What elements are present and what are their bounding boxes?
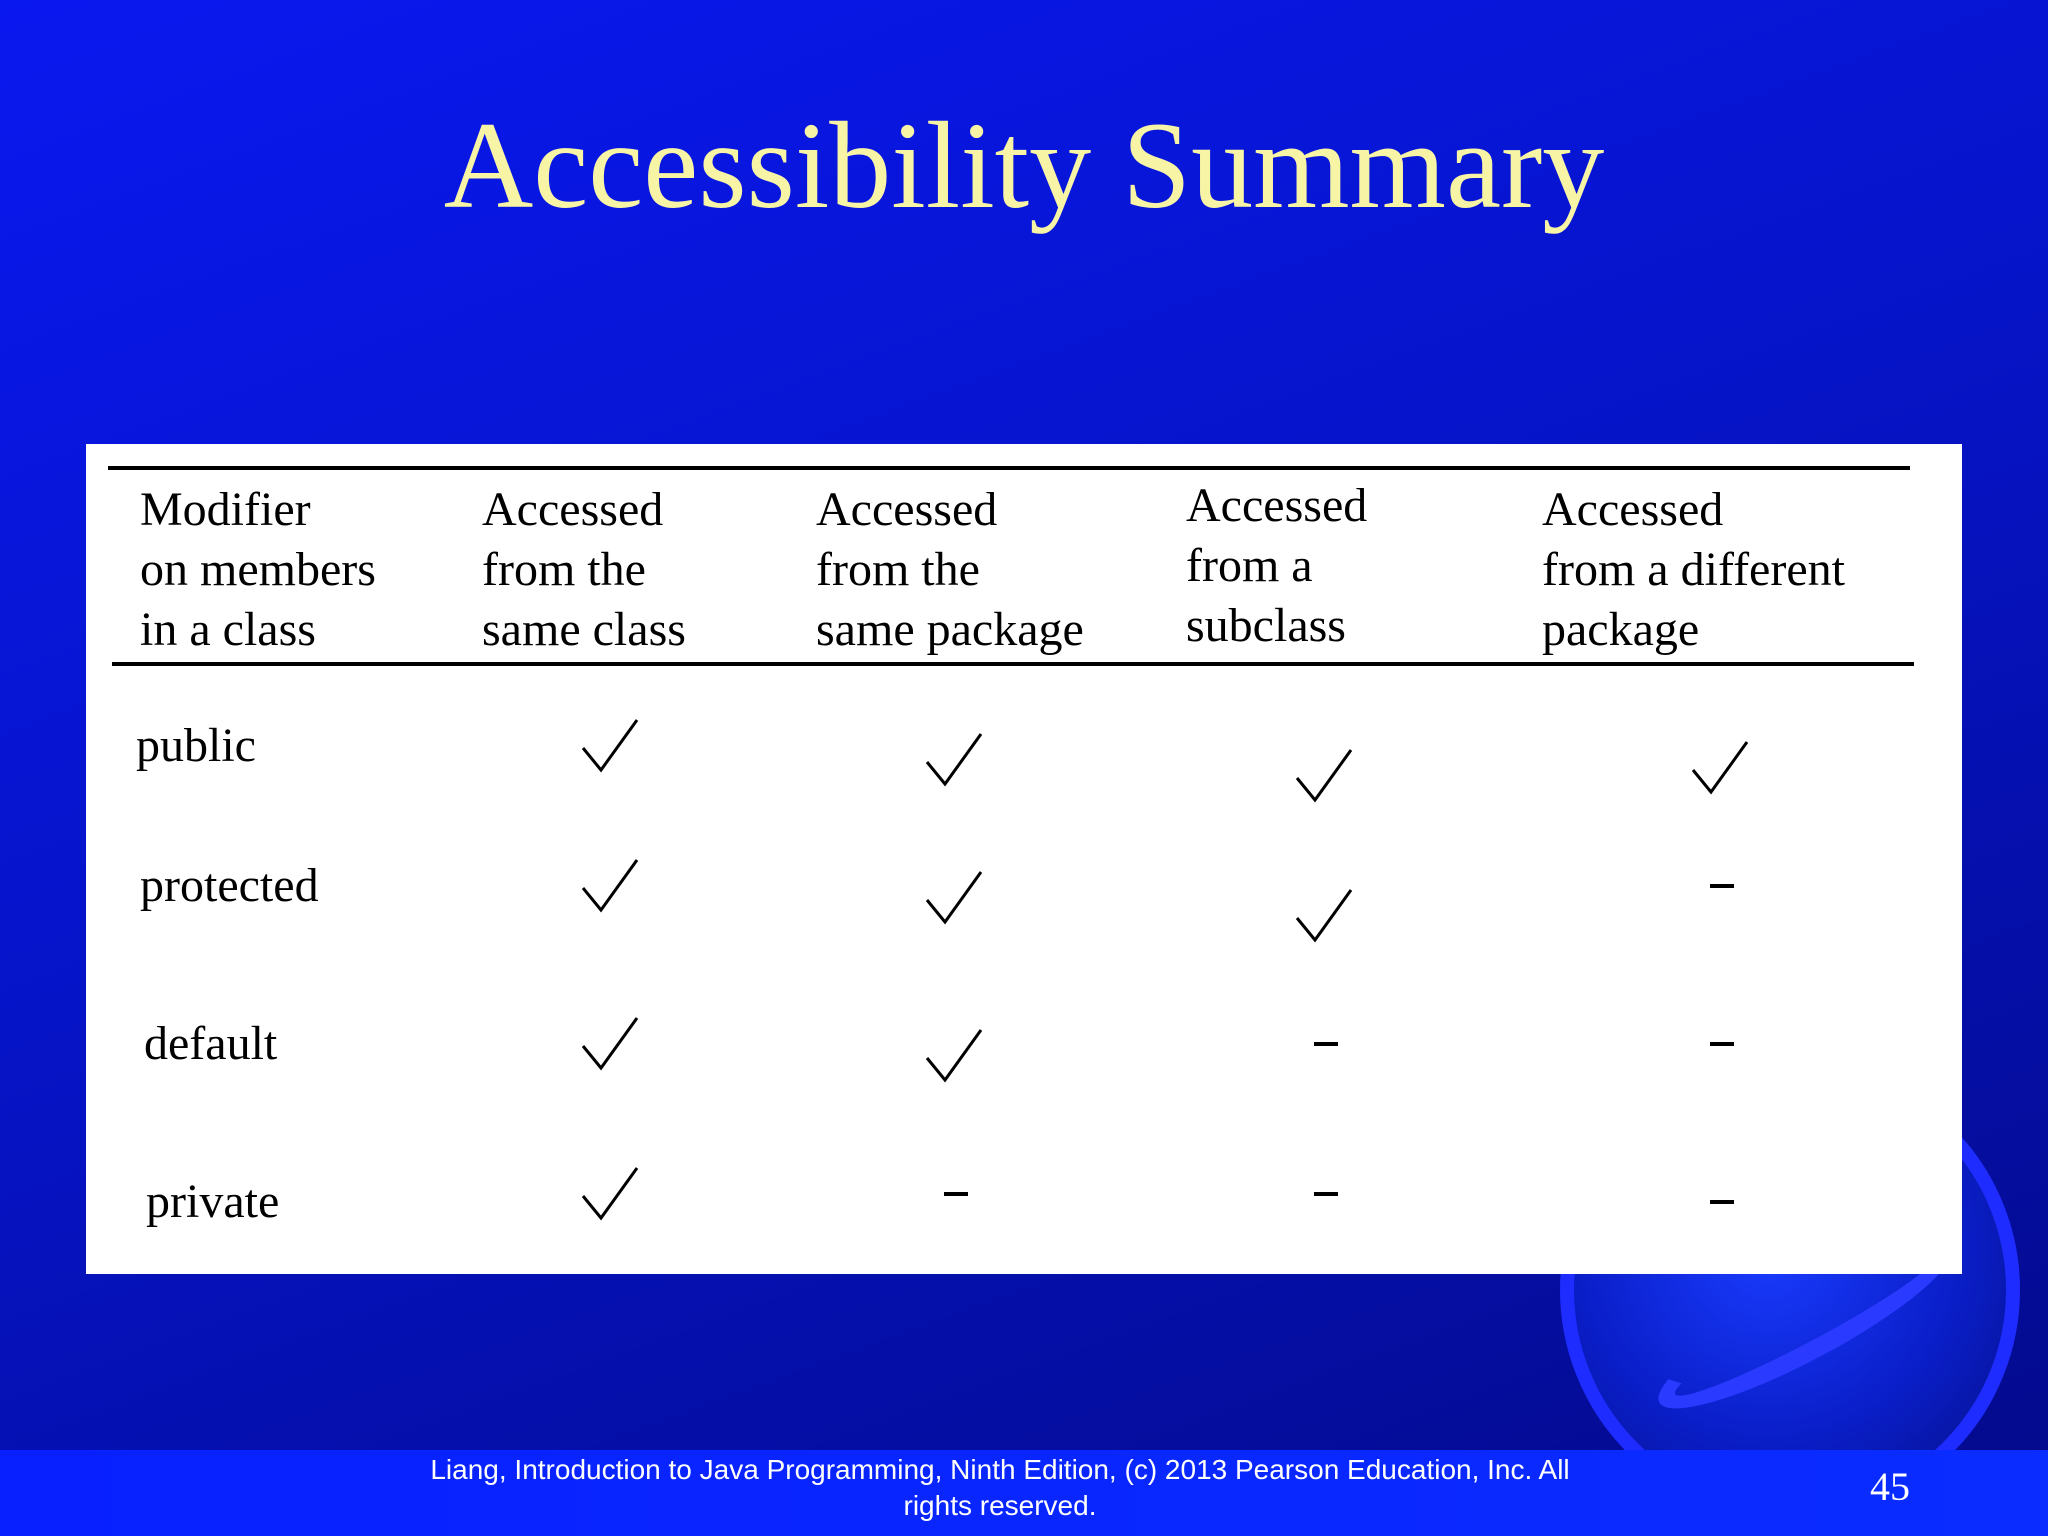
page-number: 45	[1870, 1464, 1910, 1509]
header-line: Accessed	[1186, 479, 1368, 532]
header-line: from the	[816, 543, 980, 596]
check-icon	[1687, 736, 1757, 806]
check-icon	[921, 1024, 991, 1094]
dash-icon	[1314, 1192, 1338, 1196]
header-line: Accessed	[816, 483, 998, 536]
header-line: from a different	[1542, 543, 1845, 596]
row-label-public: public	[136, 719, 256, 772]
check-icon	[1291, 884, 1361, 954]
footer-copyright: Liang, Introduction to Java Programming, Ninth Edition, (c) 2013 Pearson Education, Inc. All rights reserved.	[430, 1454, 1570, 1521]
row-label-default: default	[144, 1017, 278, 1070]
header-line: Accessed	[1542, 483, 1724, 536]
check-icon	[577, 1162, 647, 1232]
check-icon	[1291, 744, 1361, 814]
row-label-protected: protected	[140, 859, 319, 912]
check-icon	[921, 866, 991, 936]
header-different-package	[1542, 480, 1845, 660]
dash-icon	[1710, 1042, 1734, 1046]
check-icon	[921, 728, 991, 798]
header-subclass	[1186, 476, 1367, 656]
header-line: on members	[140, 543, 376, 596]
header-modifier	[140, 480, 376, 660]
slide-title: Accessibility Summary	[443, 97, 1605, 234]
table-top-rule	[108, 466, 1910, 470]
accessibility-table	[86, 444, 1962, 1274]
dash-icon	[944, 1192, 968, 1196]
check-icon	[577, 714, 647, 784]
header-line: from a	[1186, 539, 1313, 592]
header-line: from the	[482, 543, 646, 596]
header-same-package	[816, 480, 1084, 660]
header-line: Modifier	[140, 483, 311, 536]
table-header-rule	[112, 662, 1914, 666]
header-line: package	[1542, 603, 1700, 656]
check-icon	[577, 854, 647, 924]
header-line: same class	[482, 603, 686, 656]
header-same-class	[482, 480, 686, 660]
header-line: in a class	[140, 603, 316, 656]
dash-icon	[1314, 1042, 1338, 1046]
check-icon	[577, 1012, 647, 1082]
header-line: same package	[816, 603, 1084, 656]
header-line: subclass	[1186, 599, 1346, 652]
dash-icon	[1710, 1200, 1734, 1204]
header-line: Accessed	[482, 483, 664, 536]
row-label-private: private	[146, 1175, 280, 1228]
dash-icon	[1710, 884, 1734, 888]
